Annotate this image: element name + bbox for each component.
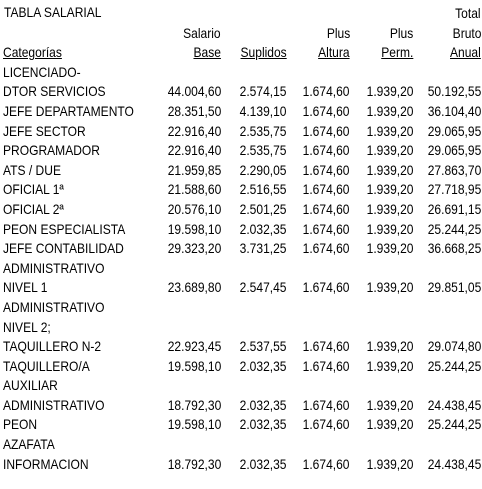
cell-plus-altura bbox=[287, 415, 350, 435]
cell-suplidos bbox=[222, 376, 287, 396]
table-row bbox=[2, 220, 482, 240]
header-salario-base-text: Base bbox=[193, 44, 222, 61]
cell-suplidos-text: 2.535,75 bbox=[239, 142, 287, 159]
cell-total-bruto-anual bbox=[414, 337, 482, 357]
cell-salario-base bbox=[156, 141, 222, 161]
cell-total-bruto-anual bbox=[414, 161, 482, 181]
cell-plus-perm bbox=[351, 259, 414, 279]
cell-salario-base bbox=[156, 298, 222, 318]
header-plus-altura bbox=[287, 43, 350, 63]
cell-category bbox=[2, 435, 156, 455]
cell-plus-perm-text: 1.939,20 bbox=[366, 279, 414, 296]
header-plus-perm-text: Perm. bbox=[381, 44, 414, 61]
table-row bbox=[2, 357, 482, 377]
cell-plus-perm-text: 1.939,20 bbox=[366, 416, 414, 433]
cell-plus-altura-text: 1.674,60 bbox=[302, 240, 350, 257]
cell-salario-base bbox=[156, 337, 222, 357]
cell-salario-base-text: 18.792,30 bbox=[167, 455, 222, 472]
cell-plus-perm bbox=[351, 415, 414, 435]
cell-suplidos bbox=[222, 161, 287, 181]
cell-total-bruto-anual bbox=[414, 357, 482, 377]
cell-plus-perm bbox=[351, 278, 414, 298]
cell-suplidos bbox=[222, 415, 287, 435]
cell-suplidos-text: 2.535,75 bbox=[239, 122, 287, 139]
header-category bbox=[2, 43, 156, 63]
header-salario-base-text: Salario bbox=[183, 24, 222, 41]
table-row bbox=[2, 63, 482, 83]
cell-salario-base bbox=[156, 102, 222, 122]
cell-suplidos-text: 2.574,15 bbox=[239, 83, 287, 100]
cell-salario-base bbox=[156, 259, 222, 279]
cell-total-bruto-anual-text: 29.851,05 bbox=[427, 279, 481, 296]
header-plus-perm bbox=[351, 43, 414, 63]
table-row bbox=[2, 376, 482, 396]
cell-category-text: OFICIAL 1ª bbox=[3, 181, 64, 198]
cell-plus-perm bbox=[351, 63, 414, 83]
cell-salario-base bbox=[156, 239, 222, 259]
cell-plus-altura-text: 1.674,60 bbox=[302, 181, 350, 198]
cell-category bbox=[2, 278, 156, 298]
cell-salario-base bbox=[156, 180, 222, 200]
cell-plus-altura-text: 1.674,60 bbox=[302, 416, 350, 433]
table-row bbox=[2, 122, 482, 142]
cell-salario-base-text: 19.598,10 bbox=[167, 416, 222, 433]
header-category bbox=[2, 4, 156, 24]
header-row-bottom bbox=[2, 43, 482, 63]
header-plus-perm bbox=[351, 24, 414, 44]
cell-suplidos-text: 2.537,55 bbox=[239, 338, 287, 355]
cell-plus-perm bbox=[351, 82, 414, 102]
cell-suplidos-text: 2.547,45 bbox=[239, 279, 287, 296]
cell-salario-base bbox=[156, 63, 222, 83]
header-plus-altura-text: Plus bbox=[326, 24, 350, 41]
cell-salario-base-text: 19.598,10 bbox=[167, 220, 222, 237]
table-row bbox=[2, 200, 482, 220]
cell-category-text: OFICIAL 2ª bbox=[3, 200, 64, 217]
cell-salario-base-text: 22.916,40 bbox=[167, 122, 222, 139]
header-plus-altura bbox=[287, 24, 350, 44]
cell-plus-perm bbox=[351, 220, 414, 240]
cell-salario-base bbox=[156, 376, 222, 396]
cell-salario-base bbox=[156, 455, 222, 475]
cell-total-bruto-anual-text: 25.244,25 bbox=[427, 357, 481, 374]
cell-suplidos bbox=[222, 220, 287, 240]
cell-category-text: ATS / DUE bbox=[3, 161, 61, 178]
table-row bbox=[2, 337, 482, 357]
cell-category bbox=[2, 63, 156, 83]
cell-total-bruto-anual bbox=[414, 102, 482, 122]
cell-plus-altura bbox=[287, 298, 350, 318]
cell-total-bruto-anual-text: 27.718,95 bbox=[427, 181, 481, 198]
header-total-bruto-anual bbox=[414, 24, 482, 44]
cell-total-bruto-anual-text: 26.691,15 bbox=[427, 200, 481, 217]
cell-total-bruto-anual bbox=[414, 396, 482, 416]
cell-total-bruto-anual-text: 27.863,70 bbox=[427, 161, 481, 178]
table-row bbox=[2, 161, 482, 181]
cell-total-bruto-anual bbox=[414, 435, 482, 455]
cell-plus-perm bbox=[351, 141, 414, 161]
cell-plus-altura-text: 1.674,60 bbox=[302, 338, 350, 355]
cell-category bbox=[2, 318, 156, 338]
header-suplidos-text: Suplidos bbox=[240, 44, 287, 61]
cell-plus-altura-text: 1.674,60 bbox=[302, 122, 350, 139]
cell-total-bruto-anual bbox=[414, 220, 482, 240]
cell-plus-perm bbox=[351, 298, 414, 318]
cell-suplidos-text: 4.139,10 bbox=[239, 102, 287, 119]
header-plus-altura bbox=[287, 4, 350, 24]
cell-category bbox=[2, 298, 156, 318]
cell-total-bruto-anual bbox=[414, 278, 482, 298]
cell-plus-perm bbox=[351, 435, 414, 455]
cell-plus-altura bbox=[287, 102, 350, 122]
cell-plus-perm-text: 1.939,20 bbox=[366, 396, 414, 413]
cell-plus-perm-text: 1.939,20 bbox=[366, 181, 414, 198]
cell-category-text: DTOR SERVICIOS bbox=[3, 83, 106, 100]
header-total-bruto-anual bbox=[414, 4, 482, 24]
cell-salario-base bbox=[156, 161, 222, 181]
cell-suplidos-text: 3.731,25 bbox=[239, 240, 287, 257]
cell-plus-perm bbox=[351, 200, 414, 220]
table-title: TABLA SALARIAL bbox=[4, 4, 102, 20]
cell-plus-perm-text: 1.939,20 bbox=[366, 161, 414, 178]
cell-salario-base-text: 20.576,10 bbox=[167, 200, 222, 217]
cell-plus-altura bbox=[287, 337, 350, 357]
cell-category-text: TAQUILLERO N-2 bbox=[3, 338, 102, 355]
cell-total-bruto-anual-text: 50.192,55 bbox=[427, 83, 481, 100]
cell-category-text: PEON bbox=[3, 416, 38, 433]
cell-salario-base-text: 21.959,85 bbox=[167, 161, 222, 178]
cell-salario-base-text: 22.923,45 bbox=[167, 338, 222, 355]
cell-suplidos bbox=[222, 435, 287, 455]
cell-category-text: TAQUILLERO/A bbox=[3, 357, 90, 374]
header-total-bruto-anual bbox=[414, 43, 482, 63]
cell-plus-perm bbox=[351, 239, 414, 259]
cell-plus-perm bbox=[351, 455, 414, 475]
header-salario-base bbox=[156, 4, 222, 24]
cell-salario-base bbox=[156, 357, 222, 377]
table-row bbox=[2, 298, 482, 318]
cell-suplidos-text: 2.032,35 bbox=[239, 396, 287, 413]
cell-category bbox=[2, 200, 156, 220]
cell-salario-base-text: 22.916,40 bbox=[167, 142, 222, 159]
cell-plus-altura-text: 1.674,60 bbox=[302, 161, 350, 178]
cell-category-text: NIVEL 2; bbox=[3, 318, 51, 335]
cell-plus-perm bbox=[351, 396, 414, 416]
cell-category bbox=[2, 415, 156, 435]
cell-suplidos-text: 2.032,35 bbox=[239, 220, 287, 237]
cell-total-bruto-anual bbox=[414, 318, 482, 338]
cell-total-bruto-anual bbox=[414, 180, 482, 200]
cell-suplidos-text: 2.290,05 bbox=[239, 161, 287, 178]
header-suplidos bbox=[222, 4, 287, 24]
cell-category bbox=[2, 102, 156, 122]
cell-salario-base bbox=[156, 318, 222, 338]
cell-total-bruto-anual bbox=[414, 298, 482, 318]
cell-category bbox=[2, 82, 156, 102]
cell-plus-altura bbox=[287, 200, 350, 220]
header-salario-base bbox=[156, 43, 222, 63]
cell-suplidos bbox=[222, 82, 287, 102]
cell-category-text: AUXILIAR bbox=[3, 377, 58, 394]
cell-total-bruto-anual-text: 36.104,40 bbox=[427, 102, 481, 119]
salary-table bbox=[2, 4, 482, 474]
cell-plus-altura bbox=[287, 396, 350, 416]
cell-total-bruto-anual bbox=[414, 455, 482, 475]
cell-category bbox=[2, 220, 156, 240]
cell-total-bruto-anual bbox=[414, 141, 482, 161]
cell-salario-base-text: 23.689,80 bbox=[167, 279, 222, 296]
cell-category-text: PROGRAMADOR bbox=[3, 142, 101, 159]
cell-category bbox=[2, 141, 156, 161]
cell-salario-base-text: 28.351,50 bbox=[167, 102, 222, 119]
cell-plus-perm bbox=[351, 337, 414, 357]
cell-salario-base-text: 44.004,60 bbox=[167, 83, 222, 100]
cell-total-bruto-anual bbox=[414, 200, 482, 220]
table-row bbox=[2, 239, 482, 259]
cell-salario-base-text: 18.792,30 bbox=[167, 396, 222, 413]
header-category bbox=[2, 24, 156, 44]
cell-plus-altura-text: 1.674,60 bbox=[302, 200, 350, 217]
cell-plus-altura-text: 1.674,60 bbox=[302, 455, 350, 472]
header-category-text: Categorías bbox=[3, 44, 62, 61]
cell-plus-altura-text: 1.674,60 bbox=[302, 142, 350, 159]
cell-total-bruto-anual bbox=[414, 259, 482, 279]
cell-total-bruto-anual-text: 24.438,45 bbox=[427, 455, 481, 472]
cell-suplidos-text: 2.032,35 bbox=[239, 357, 287, 374]
cell-category bbox=[2, 259, 156, 279]
header-row-top bbox=[2, 4, 482, 24]
table-row bbox=[2, 259, 482, 279]
cell-plus-perm bbox=[351, 376, 414, 396]
cell-total-bruto-anual-text: 29.065,95 bbox=[427, 142, 481, 159]
cell-category-text: PEON ESPECIALISTA bbox=[3, 220, 126, 237]
table-row bbox=[2, 102, 482, 122]
cell-category-text: LICENCIADO- bbox=[3, 63, 81, 80]
cell-category-text: ADMINISTRATIVO bbox=[3, 259, 105, 276]
cell-plus-altura bbox=[287, 82, 350, 102]
cell-salario-base-text: 21.588,60 bbox=[167, 181, 222, 198]
cell-total-bruto-anual bbox=[414, 82, 482, 102]
cell-plus-altura-text: 1.674,60 bbox=[302, 83, 350, 100]
cell-total-bruto-anual bbox=[414, 376, 482, 396]
cell-category bbox=[2, 180, 156, 200]
cell-suplidos bbox=[222, 239, 287, 259]
cell-category bbox=[2, 239, 156, 259]
cell-plus-altura bbox=[287, 220, 350, 240]
cell-plus-altura bbox=[287, 141, 350, 161]
header-suplidos bbox=[222, 24, 287, 44]
cell-plus-perm bbox=[351, 357, 414, 377]
cell-suplidos-text: 2.501,25 bbox=[239, 200, 287, 217]
cell-plus-perm-text: 1.939,20 bbox=[366, 122, 414, 139]
cell-suplidos bbox=[222, 396, 287, 416]
cell-total-bruto-anual bbox=[414, 415, 482, 435]
cell-plus-perm-text: 1.939,20 bbox=[366, 357, 414, 374]
header-suplidos bbox=[222, 43, 287, 63]
cell-salario-base bbox=[156, 396, 222, 416]
cell-plus-altura-text: 1.674,60 bbox=[302, 102, 350, 119]
cell-suplidos-text: 2.032,35 bbox=[239, 416, 287, 433]
cell-suplidos bbox=[222, 102, 287, 122]
cell-category bbox=[2, 455, 156, 475]
cell-suplidos bbox=[222, 357, 287, 377]
table-row bbox=[2, 435, 482, 455]
cell-category-text: AZAFATA bbox=[3, 436, 55, 453]
cell-suplidos bbox=[222, 259, 287, 279]
cell-plus-altura bbox=[287, 161, 350, 181]
cell-category bbox=[2, 122, 156, 142]
header-total-bruto-anual-text: Total bbox=[455, 5, 481, 21]
cell-salario-base bbox=[156, 200, 222, 220]
cell-salario-base bbox=[156, 435, 222, 455]
cell-plus-altura-text: 1.674,60 bbox=[302, 357, 350, 374]
cell-category-text: JEFE SECTOR bbox=[3, 122, 86, 139]
cell-total-bruto-anual-text: 29.065,95 bbox=[427, 122, 481, 139]
cell-category bbox=[2, 161, 156, 181]
cell-plus-altura bbox=[287, 435, 350, 455]
cell-total-bruto-anual-text: 25.244,25 bbox=[427, 220, 481, 237]
cell-salario-base bbox=[156, 278, 222, 298]
cell-plus-perm bbox=[351, 318, 414, 338]
cell-plus-altura bbox=[287, 122, 350, 142]
cell-category bbox=[2, 357, 156, 377]
cell-suplidos bbox=[222, 180, 287, 200]
cell-total-bruto-anual-text: 25.244,25 bbox=[427, 416, 481, 433]
cell-category-text: ADMINISTRATIVO bbox=[3, 396, 105, 413]
cell-suplidos bbox=[222, 200, 287, 220]
cell-plus-altura bbox=[287, 180, 350, 200]
cell-category-text: INFORMACION bbox=[3, 455, 89, 472]
cell-suplidos bbox=[222, 298, 287, 318]
cell-category-text: NIVEL 1 bbox=[3, 279, 48, 296]
cell-plus-altura bbox=[287, 259, 350, 279]
cell-category bbox=[2, 376, 156, 396]
cell-salario-base bbox=[156, 415, 222, 435]
table-row bbox=[2, 180, 482, 200]
cell-suplidos bbox=[222, 318, 287, 338]
cell-plus-altura bbox=[287, 278, 350, 298]
header-total-bruto-anual-text: Bruto bbox=[452, 24, 481, 41]
header-total-bruto-anual-text: Anual bbox=[450, 44, 481, 61]
cell-plus-altura-text: 1.674,60 bbox=[302, 396, 350, 413]
table-row bbox=[2, 278, 482, 298]
cell-plus-altura-text: 1.674,60 bbox=[302, 279, 350, 296]
cell-suplidos bbox=[222, 122, 287, 142]
cell-salario-base bbox=[156, 220, 222, 240]
header-salario-base bbox=[156, 24, 222, 44]
cell-suplidos bbox=[222, 455, 287, 475]
cell-plus-perm bbox=[351, 122, 414, 142]
header-plus-perm-text: Plus bbox=[389, 24, 414, 41]
header-plus-altura-text: Altura bbox=[318, 44, 350, 61]
cell-plus-perm-text: 1.939,20 bbox=[366, 455, 414, 472]
cell-total-bruto-anual bbox=[414, 122, 482, 142]
cell-total-bruto-anual bbox=[414, 63, 482, 83]
cell-total-bruto-anual-text: 24.438,45 bbox=[427, 396, 481, 413]
header-row-mid bbox=[2, 24, 482, 44]
cell-suplidos bbox=[222, 63, 287, 83]
cell-plus-altura bbox=[287, 239, 350, 259]
table-row bbox=[2, 82, 482, 102]
header-plus-perm bbox=[351, 4, 414, 24]
cell-plus-perm bbox=[351, 102, 414, 122]
table-row bbox=[2, 396, 482, 416]
cell-category bbox=[2, 396, 156, 416]
cell-total-bruto-anual bbox=[414, 239, 482, 259]
cell-plus-perm-text: 1.939,20 bbox=[366, 142, 414, 159]
cell-plus-altura-text: 1.674,60 bbox=[302, 220, 350, 237]
table-row bbox=[2, 318, 482, 338]
cell-category-text: ADMINISTRATIVO bbox=[3, 298, 105, 315]
cell-plus-perm-text: 1.939,20 bbox=[366, 83, 414, 100]
cell-plus-perm-text: 1.939,20 bbox=[366, 200, 414, 217]
table-row bbox=[2, 415, 482, 435]
table-row bbox=[2, 455, 482, 475]
cell-plus-altura bbox=[287, 318, 350, 338]
cell-plus-perm-text: 1.939,20 bbox=[366, 338, 414, 355]
cell-plus-perm bbox=[351, 161, 414, 181]
cell-salario-base bbox=[156, 82, 222, 102]
cell-suplidos-text: 2.032,35 bbox=[239, 455, 287, 472]
cell-suplidos-text: 2.516,55 bbox=[239, 181, 287, 198]
cell-plus-perm-text: 1.939,20 bbox=[366, 102, 414, 119]
cell-salario-base-text: 29.323,20 bbox=[167, 240, 222, 257]
cell-plus-altura bbox=[287, 63, 350, 83]
cell-plus-perm-text: 1.939,20 bbox=[366, 240, 414, 257]
cell-total-bruto-anual-text: 29.074,80 bbox=[427, 338, 481, 355]
cell-plus-altura bbox=[287, 357, 350, 377]
cell-salario-base-text: 19.598,10 bbox=[167, 357, 222, 374]
cell-salario-base bbox=[156, 122, 222, 142]
cell-total-bruto-anual-text: 36.668,25 bbox=[427, 240, 481, 257]
cell-plus-altura bbox=[287, 455, 350, 475]
cell-category-text: JEFE DEPARTAMENTO bbox=[3, 102, 134, 119]
cell-category-text: JEFE CONTABILIDAD bbox=[3, 240, 124, 257]
cell-suplidos bbox=[222, 337, 287, 357]
cell-suplidos bbox=[222, 278, 287, 298]
cell-plus-perm bbox=[351, 180, 414, 200]
cell-plus-altura bbox=[287, 376, 350, 396]
cell-suplidos bbox=[222, 141, 287, 161]
cell-plus-perm-text: 1.939,20 bbox=[366, 220, 414, 237]
table-row bbox=[2, 141, 482, 161]
cell-category bbox=[2, 337, 156, 357]
